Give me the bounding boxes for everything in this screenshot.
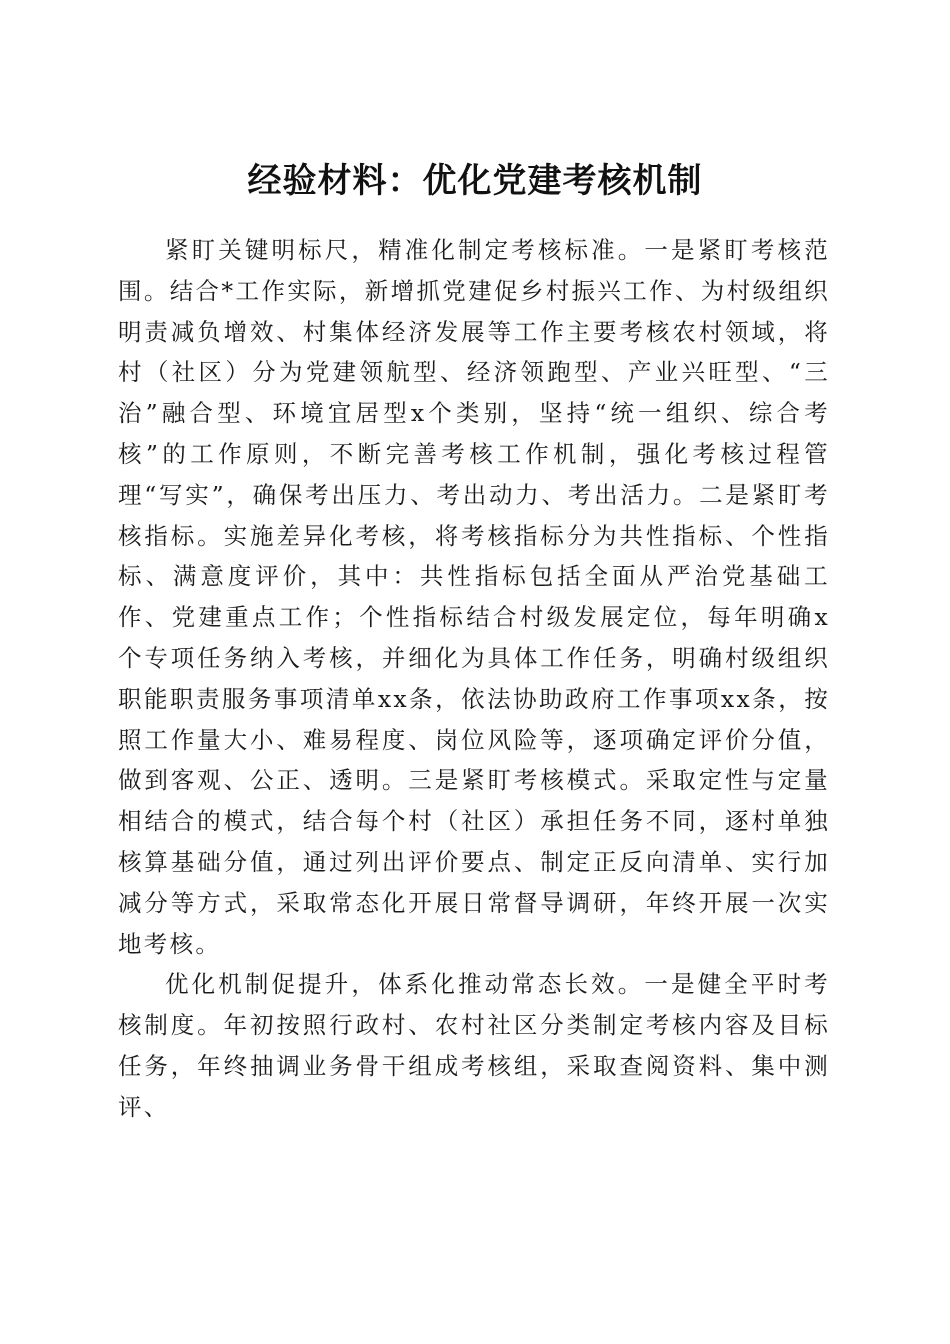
paragraph-mechanism-optimization: 优化机制促提升，体系化推动常态长效。一是健全平时考核制度。年初按照行政村、农村社区分类制定考核内容及目标任务，年终抽调业务骨干组成考核组，采取查阅资料、集中测评、 <box>118 970 830 1121</box>
paragraph-evaluation-standards: 紧盯关键明标尺，精准化制定考核标准。一是紧盯考核范围。结合*工作实际，新增抓党建促乡村振兴工作、为村级组织明责减负增效、村集体经济发展等工作主要考核农村领域，将村（社区）分为党建领航型、经济领跑型、产业兴旺型、“三治”融合型、环境宜居型x个类别，坚持“统一组织、综合考核”的工作原则，不断完善考核工作机制，强化考核过程管理“写实”，确保考出压力、考出动力、考出活力。二是紧盯考核指标。实施差异化考核，将考核指标分为共性指标、个性指标、满意度评价，其中：共性指标包括全面从严治党基础工作、党建重点工作；个性指标结合村级发展定位，每年明确x个专项任务纳入考核，并细化为具体工作任务，明确村级组织职能职责服务事项清单xx条，依法协助政府工作事项xx条，按照工作量大小、难易程度、岗位风险等，逐项确定评价分值，做到客观、公正、透明。三是紧盯考核模式。采取定性与定量相结合的模式，结合每个村（社区）承担任务不同，逐村单独核算基础分值，通过列出评价要点、制定正反向清单、实行加减分等方式，采取常态化开展日常督导调研，年终开展一次实地考核。 <box>118 236 830 958</box>
document-body <box>118 230 830 1128</box>
document-title: 经验材料：优化党建考核机制 <box>247 160 703 201</box>
